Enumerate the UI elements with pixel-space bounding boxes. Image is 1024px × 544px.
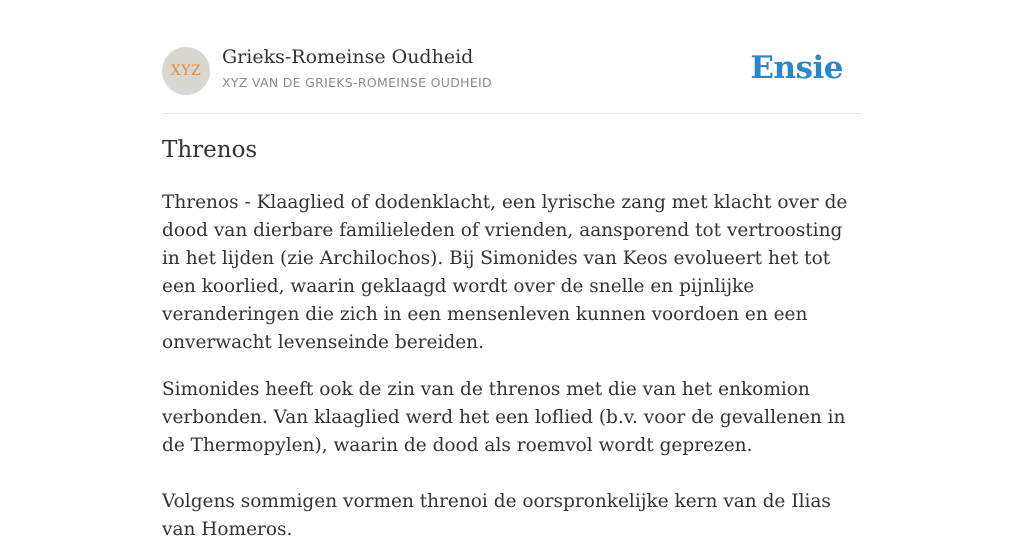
article-title: Threnos: [162, 137, 258, 163]
article-paragraph: Threnos - Klaaglied of dodenklacht, een lyrische zang met klacht over de dood van dierbare familieleden of vrienden, aansporend tot vertroosting in het lijden (zie Archilochos). Bij Simonides van Keos evolueert het tot een koorlied, waarin geklaagd wordt over de snelle en pijnlijke veranderingen die zich in een mensenleven kunnen voordoen en een onverwacht levenseinde bereiden.: [162, 192, 848, 353]
avatar-initials: XYZ: [170, 63, 202, 79]
source-subtitle: XYZ VAN DE GRIEKS-ROMEINSE OUDHEID: [222, 75, 492, 90]
article-paragraph: Simonides heeft ook de zin van de threnos met die van het enkomion verbonden. Van klaaglied werd het een loflied (b.v. voor de gevallenen in de Thermopylen), waarin de dood als roemvol wordt geprezen.: [162, 379, 846, 456]
source-header: [162, 0, 862, 114]
source-avatar[interactable]: [162, 47, 210, 95]
article-body: [162, 189, 862, 544]
ensie-logo-link[interactable]: Ensie: [750, 50, 843, 86]
content-container: [162, 0, 862, 540]
article-paragraph: Volgens sommigen vormen threnoi de oorspronkelijke kern van de Ilias van Homeros.: [162, 491, 831, 540]
source-title[interactable]: Grieks-Romeinse Oudheid: [222, 46, 474, 68]
